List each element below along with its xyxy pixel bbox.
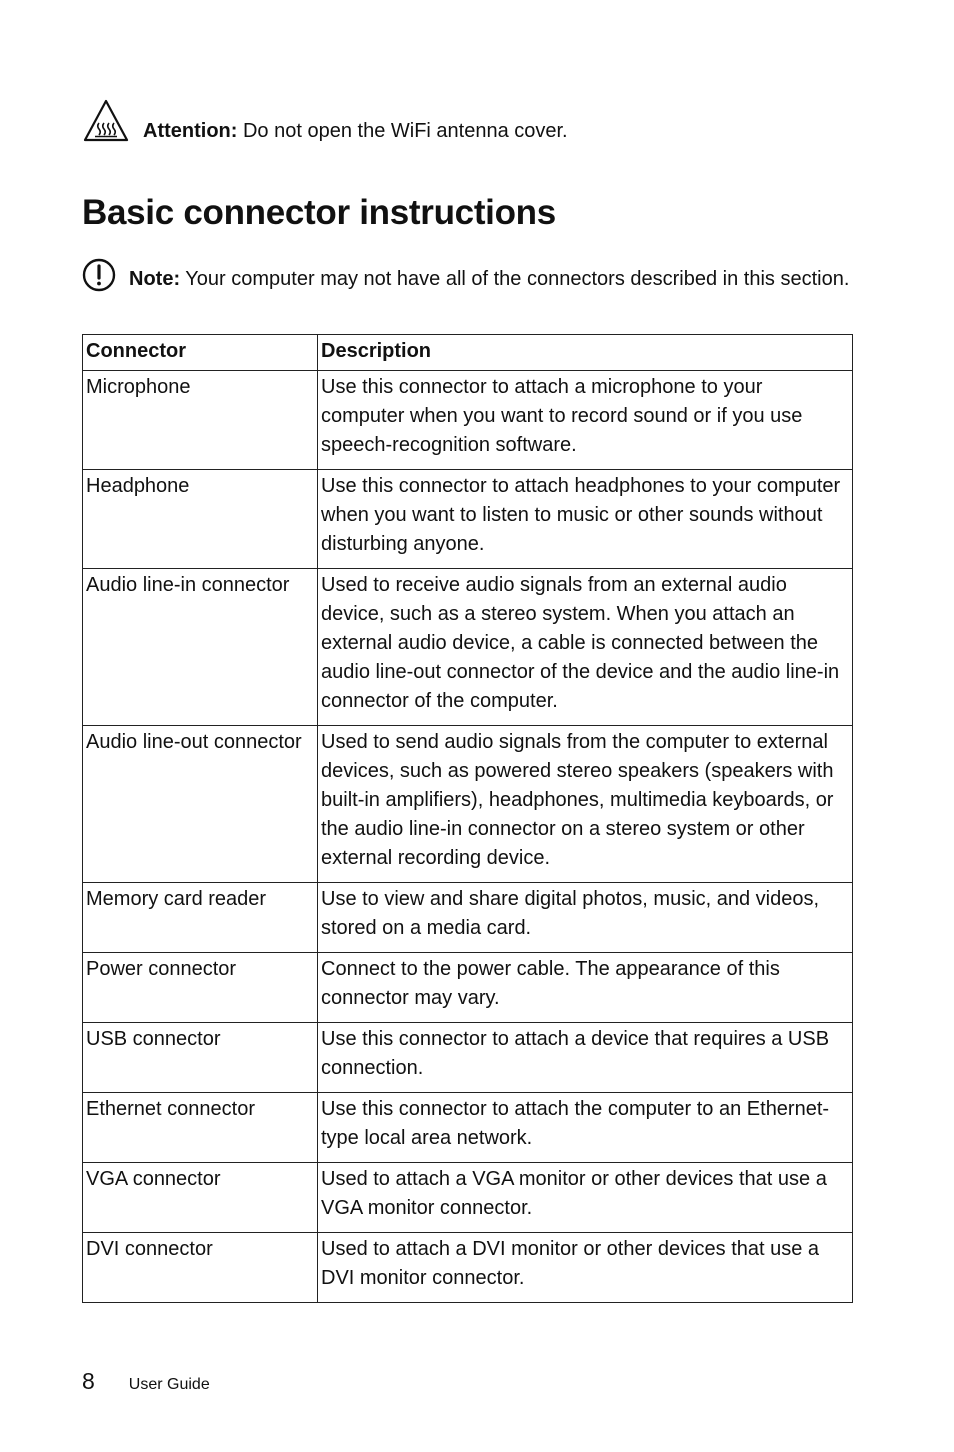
connector-description: Use this connector to attach headphones to your computer when you want to listen to music or other sounds without disturbing anyone. xyxy=(318,470,853,569)
note-text xyxy=(129,258,852,294)
connector-description: Connect to the power cable. The appearance of this connector may vary. xyxy=(318,953,853,1023)
table-row xyxy=(83,1233,853,1303)
attention-notice xyxy=(82,98,568,144)
table-row xyxy=(83,371,853,470)
table-row xyxy=(83,883,853,953)
connector-description: Used to attach a VGA monitor or other devices that use a VGA monitor connector. xyxy=(318,1163,853,1233)
connector-name: Audio line-in connector xyxy=(83,569,318,726)
attention-text xyxy=(143,120,568,143)
connector-name: VGA connector xyxy=(83,1163,318,1233)
section-title: Basic connector instructions xyxy=(82,193,556,232)
connector-name: USB connector xyxy=(83,1023,318,1093)
connector-name: Audio line-out connector xyxy=(83,726,318,883)
page-number: 8 xyxy=(82,1368,95,1394)
connector-name: Memory card reader xyxy=(83,883,318,953)
connector-description: Used to send audio signals from the computer to external devices, such as powered stereo speakers (speakers with built-in amplifiers), headphones, multimedia keyboards, or the audio line-in connector on a stereo system or other external recording device. xyxy=(318,726,853,883)
connector-description: Used to attach a DVI monitor or other devices that use a DVI monitor connector. xyxy=(318,1233,853,1303)
connector-description: Used to receive audio signals from an external audio device, such as a stereo system. When you attach an external audio device, a cable is connected between the audio line-out connector of the device and the audio line-in connector of the computer. xyxy=(318,569,853,726)
connector-table xyxy=(82,334,853,1303)
note-label: Note: xyxy=(129,268,181,290)
table-header-row xyxy=(83,335,853,371)
connector-description: Use to view and share digital photos, music, and videos, stored on a media card. xyxy=(318,883,853,953)
attention-message: Do not open the WiFi antenna cover. xyxy=(237,119,568,142)
page-footer xyxy=(82,1368,210,1395)
attention-label: Attention: xyxy=(143,119,238,142)
table-row xyxy=(83,726,853,883)
hot-surface-warning-icon xyxy=(82,98,130,144)
note-notice xyxy=(82,258,852,294)
table-row xyxy=(83,1163,853,1233)
connector-name: Power connector xyxy=(83,953,318,1023)
table-row xyxy=(83,1093,853,1163)
connector-description: Use this connector to attach a device that requires a USB connection. xyxy=(318,1023,853,1093)
table-row xyxy=(83,953,853,1023)
connector-description: Use this connector to attach the computer to an Ethernet-type local area network. xyxy=(318,1093,853,1163)
connector-name: Ethernet connector xyxy=(83,1093,318,1163)
table-row xyxy=(83,1023,853,1093)
table-row xyxy=(83,569,853,726)
connector-description: Use this connector to attach a microphone to your computer when you want to record sound or if you use speech-recognition software. xyxy=(318,371,853,470)
connector-name: DVI connector xyxy=(83,1233,318,1303)
note-message: Your computer may not have all of the connectors described in this section. xyxy=(180,268,850,290)
connector-name: Microphone xyxy=(83,371,318,470)
table-row xyxy=(83,470,853,569)
connector-name: Headphone xyxy=(83,470,318,569)
exclamation-circle-icon xyxy=(82,258,116,292)
header-description: Description xyxy=(318,335,853,371)
guide-title: User Guide xyxy=(128,1376,210,1393)
header-connector: Connector xyxy=(83,335,318,371)
